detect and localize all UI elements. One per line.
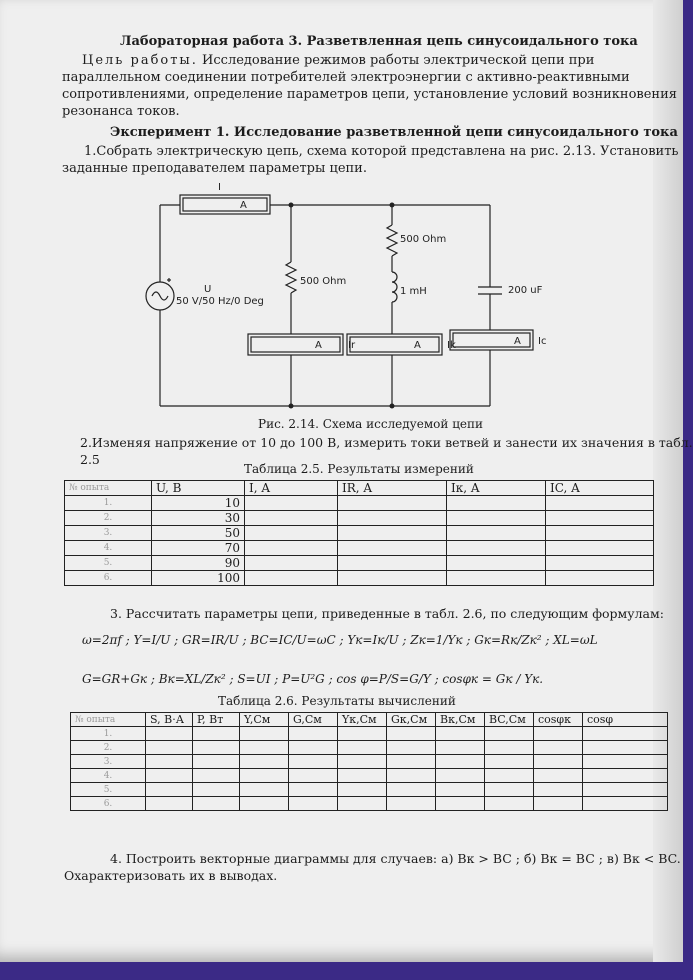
table25-cell [546, 496, 654, 511]
table26-cell [289, 755, 338, 769]
table25-header: Iк, A [447, 481, 546, 496]
table26-cell [485, 755, 534, 769]
table26-cell [240, 769, 289, 783]
goal-text-1: Исследование режимов работы электрической цепи при [202, 53, 595, 68]
table25-cell [447, 526, 546, 541]
ammeter-r-a: A [315, 340, 322, 351]
table26-header-row [71, 713, 668, 727]
table26-cell [338, 741, 387, 755]
lab-title: Лабораторная работа 3. Разветвленная цепь синусоидального тока [120, 34, 638, 49]
table26-header: Gк,См [387, 713, 436, 727]
table26-cell [485, 797, 534, 811]
table26-cell [534, 769, 583, 783]
table25-caption: Таблица 2.5. Результаты измерений [244, 462, 474, 476]
table25-cell [447, 556, 546, 571]
table25-cell [245, 526, 338, 541]
table26-cell [534, 755, 583, 769]
goal-line-2: параллельном соединении потребителей электроэнергии с активно-реактивными [62, 70, 630, 85]
step4-line-1: 4. Построить векторные диаграммы для случаев: а) Bк > BC ; б) Bк = BC ; в) Bк < BC. [110, 851, 681, 866]
step1-line-2: заданные преподавателем параметры цепи. [62, 161, 367, 176]
table26-cell [583, 755, 668, 769]
table25-cell [546, 541, 654, 556]
table26-cell [387, 741, 436, 755]
table26-cell [146, 797, 193, 811]
table26-cell [436, 727, 485, 741]
step1-line-1: 1.Собрать электрическую цепь, схема которой представлена на рис. 2.13. Установить [84, 144, 679, 159]
table26-header: BC,См [485, 713, 534, 727]
table25-cell [338, 571, 447, 586]
table25-cell [447, 496, 546, 511]
table25-cell [245, 496, 338, 511]
table26-cell [146, 769, 193, 783]
r1-label: 500 Ohm [300, 276, 347, 287]
table26-cell [485, 769, 534, 783]
table26-cell [146, 783, 193, 797]
table26-cell [289, 727, 338, 741]
table26-cell [583, 741, 668, 755]
table26-cell [240, 727, 289, 741]
table25-cell: 10 [152, 496, 245, 511]
table26-cell [240, 741, 289, 755]
table26-cell [583, 783, 668, 797]
table26-cell: 3. [71, 755, 146, 769]
table25-header: № опыта [65, 481, 152, 496]
table26-cell [240, 755, 289, 769]
table26-cell [436, 783, 485, 797]
table26-cell [485, 741, 534, 755]
node-2 [390, 203, 395, 208]
source-value: 50 V/50 Hz/0 Deg [176, 296, 264, 307]
label-i: I [218, 182, 221, 193]
table26-cell: 5. [71, 783, 146, 797]
node-1 [289, 203, 294, 208]
table26-cell: 2. [71, 741, 146, 755]
table26-header: cosφ [583, 713, 668, 727]
table25-cell: 50 [152, 526, 245, 541]
table26-cell [436, 741, 485, 755]
table-row [65, 541, 654, 556]
table26-cell [338, 783, 387, 797]
table25-cell: 30 [152, 511, 245, 526]
table26-cell [583, 769, 668, 783]
table-2-5 [64, 480, 654, 586]
c-label: 200 uF [508, 285, 543, 296]
table25-header-row [65, 481, 654, 496]
table-row [65, 496, 654, 511]
table25-cell [447, 511, 546, 526]
table25-cell [447, 541, 546, 556]
table26-cell [193, 727, 240, 741]
goal-line-4: резонанса токов. [62, 104, 180, 119]
table26-caption: Таблица 2.6. Результаты вычислений [218, 694, 456, 708]
table26-cell [436, 755, 485, 769]
ammeter-c-a: A [514, 336, 521, 347]
table26-cell [534, 797, 583, 811]
table25-cell [338, 541, 447, 556]
goal-label: Цель работы. [82, 53, 198, 68]
table-row [71, 727, 668, 741]
ac-source-wave [152, 292, 168, 300]
table26-cell: 1. [71, 727, 146, 741]
table25-cell [245, 511, 338, 526]
experiment-title: Эксперимент 1. Исследование разветвленной цепи синусоидального тока [110, 125, 678, 140]
table-row [65, 526, 654, 541]
table26-cell [240, 783, 289, 797]
table25-cell [546, 511, 654, 526]
label-ik: Ik [447, 340, 456, 351]
table25-cell: 100 [152, 571, 245, 586]
table26-cell [146, 741, 193, 755]
table-row [65, 571, 654, 586]
table26-cell [193, 769, 240, 783]
table26-cell [193, 783, 240, 797]
table26-cell [193, 797, 240, 811]
table26-header: Bк,См [436, 713, 485, 727]
table-row [71, 797, 668, 811]
table26-cell [387, 783, 436, 797]
table26-cell [338, 755, 387, 769]
table-row [65, 511, 654, 526]
table25-cell [245, 556, 338, 571]
table26-header: G,См [289, 713, 338, 727]
table25-cell [338, 526, 447, 541]
table26-header: cosφк [534, 713, 583, 727]
table26-cell [485, 727, 534, 741]
table26-cell [338, 727, 387, 741]
figure-caption: Рис. 2.14. Схема исследуемой цепи [258, 417, 484, 431]
table25-header: U, В [152, 481, 245, 496]
table26-header: S, В·А [146, 713, 193, 727]
resistor-r2 [387, 225, 397, 256]
inductor-l [392, 272, 397, 302]
table25-cell [546, 556, 654, 571]
table26-cell [436, 797, 485, 811]
table26-cell [193, 755, 240, 769]
table25-cell: 2. [65, 511, 152, 526]
table25-cell [338, 511, 447, 526]
table26-cell [485, 783, 534, 797]
table25-header: I, A [245, 481, 338, 496]
table26-cell [387, 755, 436, 769]
table25-cell: 1. [65, 496, 152, 511]
table26-header: Yк,См [338, 713, 387, 727]
formula-line-1: ω=2πf ; Y=I/U ; GR=IR/U ; BC=IC/U=ωC ; Yк=Iк/U ; Zк=1/Yк ; Gк=Rк/Zк² ; XL=ωL [82, 633, 598, 647]
table26-cell [387, 727, 436, 741]
table26-cell [289, 769, 338, 783]
table25-cell: 5. [65, 556, 152, 571]
table26-cell [338, 769, 387, 783]
table26-cell [534, 741, 583, 755]
table25-cell [245, 571, 338, 586]
table26-cell [193, 741, 240, 755]
table25-cell [447, 571, 546, 586]
table26-cell [240, 797, 289, 811]
node-4 [390, 404, 395, 409]
table25-cell [338, 496, 447, 511]
ammeter-k-a: A [414, 340, 421, 351]
table26-cell [289, 783, 338, 797]
table25-cell [245, 541, 338, 556]
label-ic: Ic [538, 336, 547, 347]
source-label: U [204, 284, 212, 295]
table26-cell [387, 769, 436, 783]
table25-header: IR, A [338, 481, 447, 496]
l-label: 1 mH [400, 286, 427, 297]
r2-label: 500 Ohm [400, 234, 447, 245]
table26-cell [146, 755, 193, 769]
table-row [71, 755, 668, 769]
table25-header: IC, A [546, 481, 654, 496]
table26-cell [289, 741, 338, 755]
table25-cell: 90 [152, 556, 245, 571]
label-ir: Ir [348, 340, 356, 351]
table26-cell [387, 797, 436, 811]
table26-cell [338, 797, 387, 811]
table26-cell: 4. [71, 769, 146, 783]
table25-cell [546, 526, 654, 541]
table-row [71, 741, 668, 755]
table26-cell [534, 783, 583, 797]
step4-line-2: Охарактеризовать их в выводах. [64, 868, 278, 883]
table25-cell: 6. [65, 571, 152, 586]
node-3 [289, 404, 294, 409]
ammeter-main-a: A [240, 200, 247, 211]
table26-cell [583, 797, 668, 811]
table26-cell [583, 727, 668, 741]
table-row [71, 769, 668, 783]
formula-line-2: G=GR+Gк ; Bк=XL/Zк² ; S=UI ; P=U²G ; cos φ=P/S=G/Y ; cosφк = Gк / Yк. [82, 672, 544, 686]
table25-cell [546, 571, 654, 586]
step2-text: 2.Изменяя напряжение от 10 до 100 В, измерить токи ветвей и занести их значения в табл. 2.5 [80, 435, 693, 467]
step3-text: 3. Рассчитать параметры цепи, приведенные в табл. 2.6, по следующим формулам: [110, 606, 664, 621]
table26-cell [289, 797, 338, 811]
table-row [71, 783, 668, 797]
table26-header: № опыта [71, 713, 146, 727]
table-2-6 [70, 712, 668, 811]
table26-cell [146, 727, 193, 741]
resistor-r1 [286, 262, 296, 293]
table26-header: Y,См [240, 713, 289, 727]
table26-cell [534, 727, 583, 741]
table-row [65, 556, 654, 571]
table26-cell [436, 769, 485, 783]
table25-cell: 70 [152, 541, 245, 556]
table25-cell: 4. [65, 541, 152, 556]
table25-cell: 3. [65, 526, 152, 541]
table25-cell [338, 556, 447, 571]
table26-header: P, Вт [193, 713, 240, 727]
goal-line-3: сопротивлениями, определение параметров цепи, установление условий возникновения [62, 87, 677, 102]
table26-cell: 6. [71, 797, 146, 811]
